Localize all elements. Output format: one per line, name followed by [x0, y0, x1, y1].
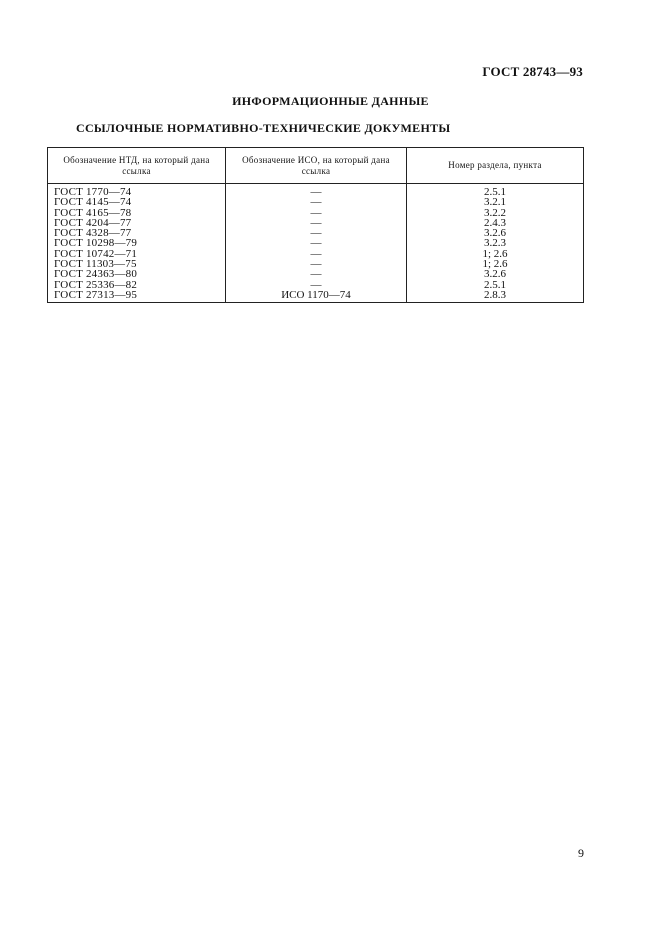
table-header-row	[48, 148, 584, 184]
cell-ntd: ГОСТ 24363—80	[48, 269, 226, 279]
column-header-section: Номер раздела, пункта	[407, 148, 584, 184]
cell-iso: —	[226, 197, 407, 207]
cell-ntd: ГОСТ 4145—74	[48, 197, 226, 207]
column-header-ntd: Обозначение НТД, на который дана ссылка	[48, 148, 226, 184]
cell-section: 2.5.1	[407, 184, 584, 198]
cell-iso: —	[226, 259, 407, 269]
cell-ntd: ГОСТ 4165—78	[48, 208, 226, 218]
cell-ntd: ГОСТ 25336—82	[48, 280, 226, 290]
cell-iso: —	[226, 184, 407, 198]
cell-section: 2.8.3	[407, 290, 584, 303]
cell-ntd: ГОСТ 1770—74	[48, 184, 226, 198]
cell-iso: —	[226, 208, 407, 218]
document-code: ГОСТ 28743—93	[482, 64, 583, 79]
cell-section: 3.2.3	[407, 238, 584, 248]
cell-iso: ИСО 1170—74	[226, 290, 407, 303]
cell-ntd: ГОСТ 27313—95	[48, 290, 226, 303]
references-table	[47, 147, 584, 303]
column-header-iso: Обозначение ИСО, на который дана ссылка	[226, 148, 407, 184]
cell-iso: —	[226, 249, 407, 259]
cell-section: 1; 2.6	[407, 259, 584, 269]
cell-ntd: ГОСТ 10742—71	[48, 249, 226, 259]
page-number: 9	[578, 846, 584, 860]
cell-ntd: ГОСТ 4204—77	[48, 218, 226, 228]
cell-iso: —	[226, 218, 407, 228]
cell-section: 3.2.1	[407, 197, 584, 207]
cell-iso: —	[226, 269, 407, 279]
cell-section: 3.2.6	[407, 269, 584, 279]
cell-section: 2.4.3	[407, 218, 584, 228]
cell-iso: —	[226, 238, 407, 248]
cell-iso: —	[226, 280, 407, 290]
cell-section: 1; 2.6	[407, 249, 584, 259]
cell-section: 3.2.6	[407, 228, 584, 238]
table-row	[48, 184, 584, 198]
section-subtitle: ССЫЛОЧНЫЕ НОРМАТИВНО-ТЕХНИЧЕСКИЕ ДОКУМЕНТЫ	[76, 121, 451, 135]
table-row	[48, 290, 584, 303]
cell-iso: —	[226, 228, 407, 238]
cell-section: 3.2.2	[407, 208, 584, 218]
cell-ntd: ГОСТ 11303—75	[48, 259, 226, 269]
cell-section: 2.5.1	[407, 280, 584, 290]
cell-ntd: ГОСТ 4328—77	[48, 228, 226, 238]
section-title: ИНФОРМАЦИОННЫЕ ДАННЫЕ	[232, 94, 429, 108]
cell-ntd: ГОСТ 10298—79	[48, 238, 226, 248]
